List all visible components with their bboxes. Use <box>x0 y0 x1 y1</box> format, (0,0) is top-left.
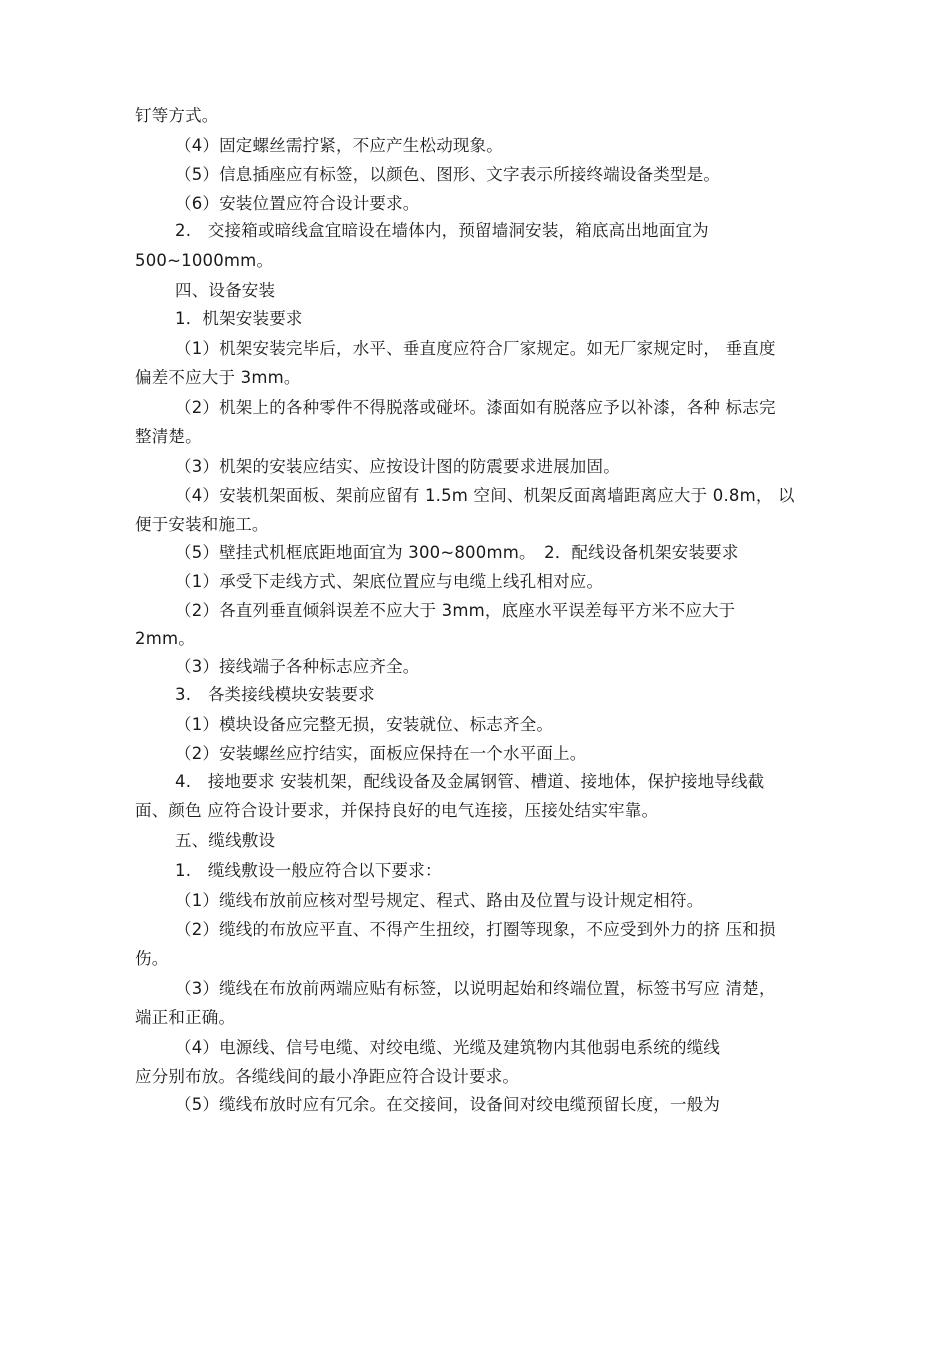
text-line: （4）固定螺丝需拧紧，不应产生松动现象。 <box>175 136 503 155</box>
text-line: 便于安装和施工。 <box>135 515 269 534</box>
text-line: （3）机架的安装应结实、应按设计图的防震要求进展加固。 <box>175 457 620 476</box>
text-line: （1）模块设备应完整无损，安装就位、标志齐全。 <box>175 715 554 734</box>
text-line: （2）机架上的各种零件不得脱落或碰坏。漆面如有脱落应予以补漆，各种 标志完 <box>175 398 776 417</box>
text-line: 2mm。 <box>135 629 195 648</box>
text-line: （1）承受下走线方式、架底位置应与电缆上线孔相对应。 <box>175 572 604 591</box>
text-line: 面、颜色 应符合设计要求，并保持良好的电气连接，压接处结实牢靠。 <box>135 801 659 820</box>
text-line: （5）信息插座应有标签，以颜色、图形、文字表示所接终端设备类型是。 <box>175 165 721 184</box>
section-heading: 五、缆线敷设 <box>175 831 276 850</box>
text-line: （3）接线端子各种标志应齐全。 <box>175 657 420 676</box>
text-line: 偏差不应大于 3mm。 <box>135 368 301 387</box>
text-line: （4）电源线、信号电缆、对绞电缆、光缆及建筑物内其他弱电系统的缆线 <box>175 1038 721 1057</box>
subsection-heading: 1. 缆线敷设一般应符合以下要求： <box>175 861 442 880</box>
text-line: 500~1000mm。 <box>135 251 274 270</box>
subsection-heading: 3. 各类接线模块安装要求 <box>175 685 375 704</box>
text-line: （2）各直列垂直倾斜误差不应大于 3mm，底座水平误差每平方米不应大于 <box>175 601 736 620</box>
section-heading: 四、设备安装 <box>175 281 276 300</box>
text-line: 应分别布放。各缆线间的最小净距应符合设计要求。 <box>135 1067 520 1086</box>
text-line: 伤。 <box>135 949 169 968</box>
text-line: 4. 接地要求 安装机架，配线设备及金属钢管、槽道、接地体，保护接地导线截 <box>175 772 765 791</box>
text-line: 钉等方式。 <box>135 106 219 125</box>
text-line: （2）安装螺丝应拧结实，面板应保持在一个水平面上。 <box>175 744 587 763</box>
text-line: 2. 交接箱或暗线盒宜暗设在墙体内，预留墙洞安装，箱底高出地面宜为 <box>175 221 709 240</box>
text-line: （1）缆线布放前应核对型号规定、程式、路由及位置与设计规定相符。 <box>175 891 704 910</box>
text-line: （4）安装机架面板、架前应留有 1.5m 空间、机架反面离墙距离应大于 0.8m， 以 <box>175 486 795 505</box>
text-line: （6）安装位置应符合设计要求。 <box>175 194 420 213</box>
subsection-heading: 1．机架安装要求 <box>175 309 303 328</box>
text-line: （1）机架安装完毕后，水平、垂直度应符合厂家规定。如无厂家规定时， 垂直度 <box>175 339 776 358</box>
text-line: （2）缆线的布放应平直、不得产生扭绞，打圈等现象，不应受到外力的挤 压和损 <box>175 920 776 939</box>
text-line: 整清楚。 <box>135 427 202 446</box>
text-line: （3）缆线在布放前两端应贴有标签，以说明起始和终端位置，标签书写应 清楚， <box>175 979 776 998</box>
text-line: （5）缆线布放时应有冗余。在交接间，设备间对绞电缆预留长度，一般为 <box>175 1095 721 1114</box>
text-line: 端正和正确。 <box>135 1008 236 1027</box>
text-line: （5）壁挂式机框底距地面宜为 300~800mm。 2．配线设备机架安装要求 <box>175 543 739 562</box>
